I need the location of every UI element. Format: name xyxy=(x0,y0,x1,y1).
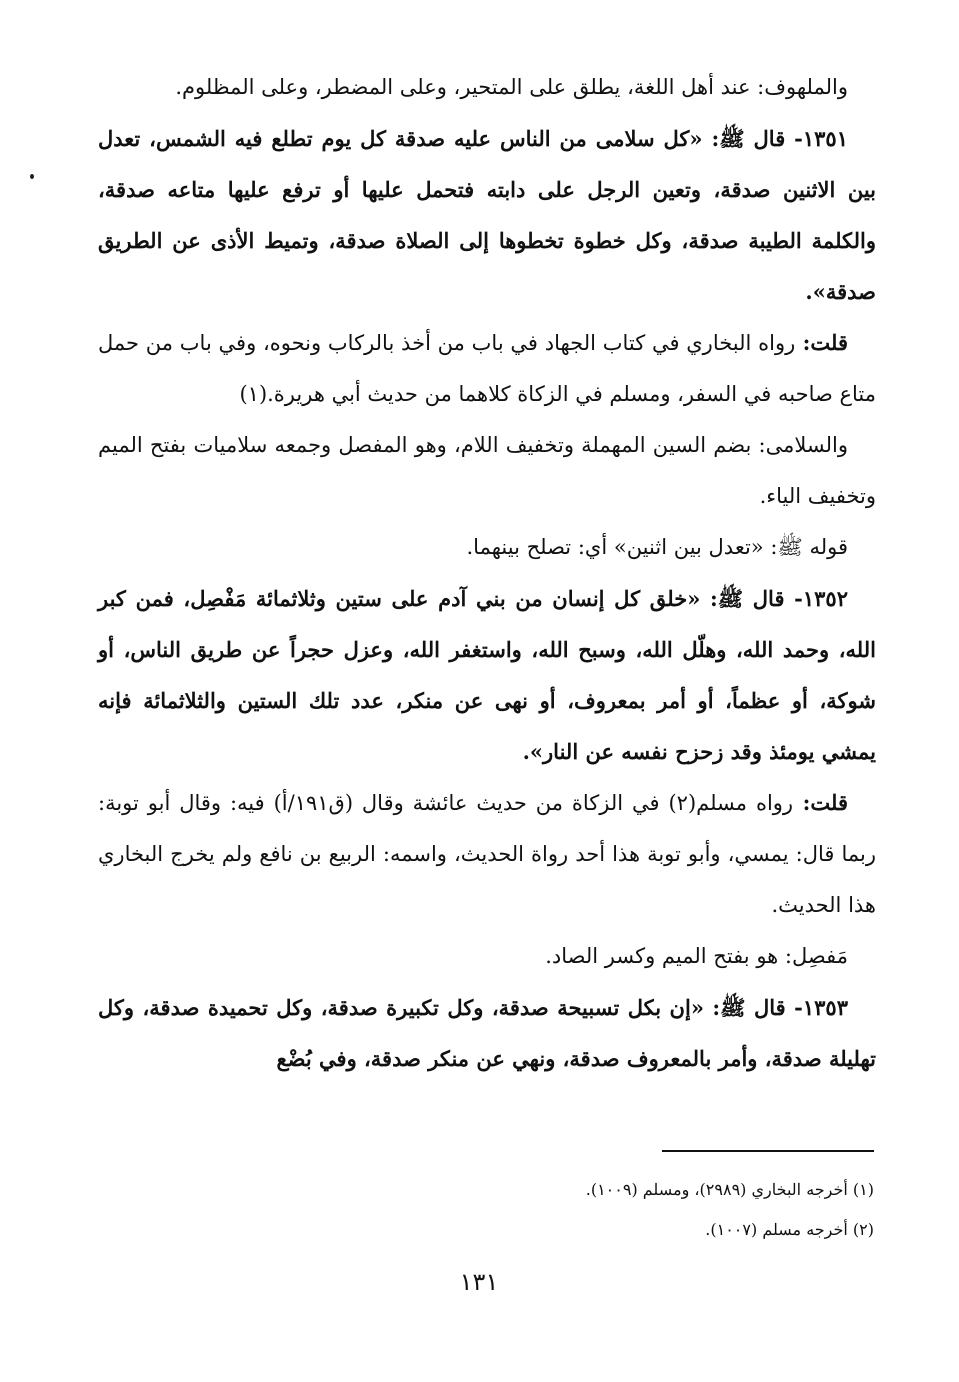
hadith-1353 xyxy=(98,982,876,1084)
hadith-text: ١٣٥٣- قال ﷺ: «إن بكل تسبيحة صدقة، وكل تكبيرة صدقة، وكل تحميدة صدقة، وكل تهليلة صدقة، وأمر بالمعروف صدقة، ونهي عن منكر صدقة، وفي بُضْع xyxy=(98,995,876,1071)
footnote-separator xyxy=(662,1150,874,1152)
commentary-text: رواه البخاري في كتاب الجهاد في باب من أخذ بالركاب ونحوه، وفي باب من حمل متاع صاحبه في السفر، ومسلم في الزكاة كلاهما من حديث أبي هريرة.(١) xyxy=(98,331,876,406)
hadith-text: ١٣٥١- قال ﷺ: «كل سلامى من الناس عليه صدقة كل يوم تطلع فيه الشمس، تعدل بين الاثنين صدقة، وتعين الرجل على دابته فتحمل عليها أو ترفع عليها متاعه صدقة، والكلمة الطيبة صدقة، وكل خطوة تخطوها إلى الصلاة صدقة، وتميط الأذى عن الطريق صدقة». xyxy=(98,126,876,304)
paragraph-definition-mafsil xyxy=(98,931,876,982)
commentary-text: رواه مسلم(٢) في الزكاة من حديث عائشة وقال (ق١٩١/أ) فيه: وقال أبو توبة: ربما قال: يمسي، وأبو توبة هذا أحد رواة الحديث، واسمه: الربيع بن نافع ولم يخرج البخاري هذا الحديث. xyxy=(98,791,876,917)
paragraph-definition-sulama xyxy=(98,420,876,522)
hadith-text: ١٣٥٢- قال ﷺ: «خلق كل إنسان من بني آدم على ستين وثلاثمائة مَفْصِل، فمن كبر الله، وحمد الله، وهلّل الله، وسبح الله، واستغفر الله، وعزل حجراً عن طريق الناس، أو شوكة، أو عظماً، أو أمر بمعروف، أو نهى عن منكر، عدد تلك الستين والثلاثمائة فإنه يمشي يومئذ وقد زحزح نفسه عن النار». xyxy=(98,586,876,764)
paragraph-text: قوله ﷺ: «تعدل بين اثنين» أي: تصلح بينهما. xyxy=(466,535,848,559)
paragraph-text: والملهوف: عند أهل اللغة، يطلق على المتحير، وعلى المضطر، وعلى المظلوم. xyxy=(175,75,848,99)
stray-mark xyxy=(30,174,34,179)
footnote-2: (٢) أخرجه مسلم (١٠٠٧). xyxy=(705,1220,874,1239)
commentary-1351 xyxy=(98,317,876,420)
commentary-lead: قلت: xyxy=(793,790,848,815)
main-text xyxy=(98,62,876,1084)
commentary-lead: قلت: xyxy=(795,330,848,355)
hadith-1352 xyxy=(98,573,876,777)
paragraph-text: مَفصِل: هو بفتح الميم وكسر الصاد. xyxy=(545,944,848,968)
paragraph-text: والسلامى: بضم السين المهملة وتخفيف اللام، وهو المفصل وجمعه سلاميات بفتح الميم وتخفيف الياء. xyxy=(98,433,876,508)
hadith-1351 xyxy=(98,113,876,317)
paragraph-taadil xyxy=(98,522,876,573)
footnote-1: (١) أخرجه البخاري (٢٩٨٩)، ومسلم (١٠٠٩). xyxy=(585,1180,874,1199)
footnotes xyxy=(300,1170,874,1250)
commentary-1352 xyxy=(98,777,876,931)
paragraph-definition-malhuf xyxy=(98,62,876,113)
page-number: ١٣١ xyxy=(459,1268,499,1296)
